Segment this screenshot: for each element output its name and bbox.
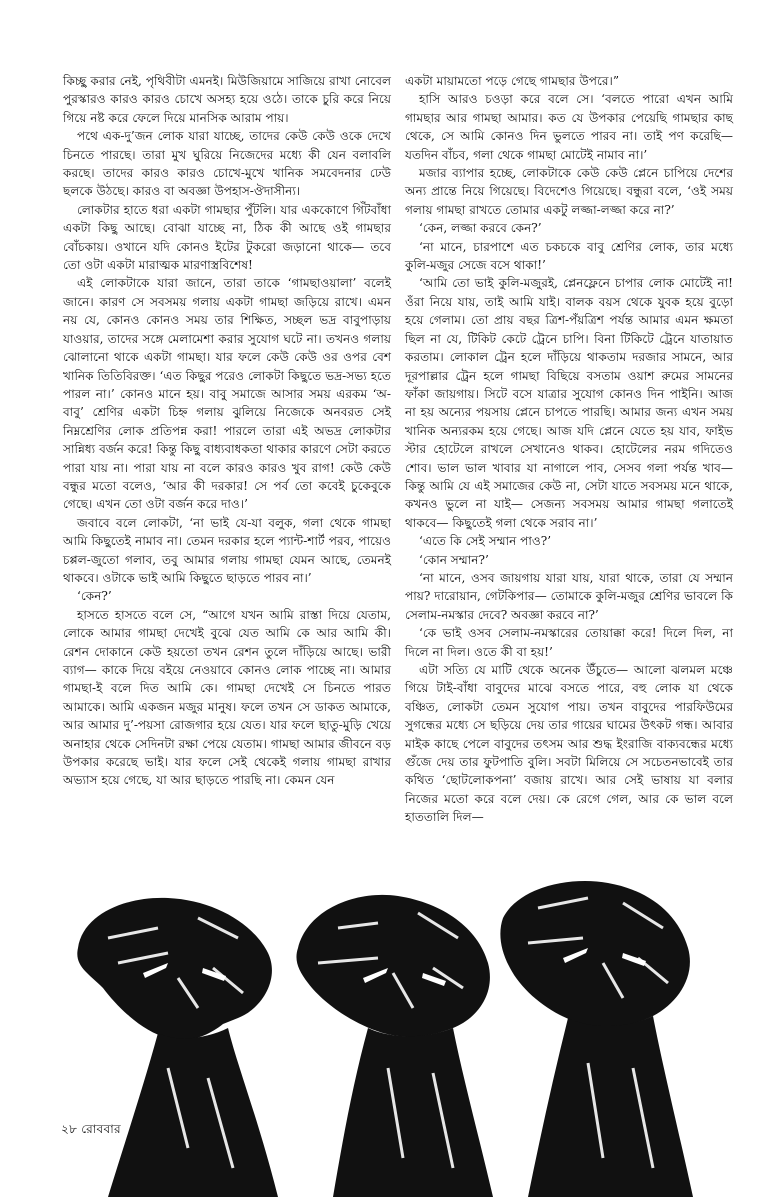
paragraph: এটা সত্যি যে মাটি থেকে অনেক উঁচুতে— আলো ঝলমল মঞ্চে গিয়ে টাই-বাঁধা বাবুদের মাঝে বসতে পারে, বহু লোক যা থেকে বঞ্চিত, লোকটা তেমন সুযোগ পায়। তখন বাবুদের পারফিউমের সুগন্ধের মধ্যে সে ছড়িয়ে দেয় তার গায়ের ঘামের উৎকট গন্ধ। আবার মাইক কাছে পেলে বাবুদের তৎসম আর শুদ্ধ ইংরাজি বাক্যবন্ধের মধ্যে গুঁজে দেয় তার ফুটপাতি বুলি। সবটা মিলিয়ে সে সচেতনভাবেই তার কথিত ‘ছোটলোকপনা’ বজায় রাখে। আর সেই ভাষায় যা বলার নিজের মতো করে বলে দেয়। কে রেগে গেল, আর কে ভাল বলে হাততালি দিল— <box>405 663 733 825</box>
article-right-column <box>405 72 733 827</box>
paragraph: মজার ব্যাপার হচ্ছে, লোকটাকে কেউ কেউ প্লেনে চাপিয়ে দেশের অন্য প্রান্তে নিয়ে গিয়েছে। বিদেশেও গিয়েছে। বন্ধুরা বলে, ‘ওই সময় গলায় গামছা রাখতে তোমার একটু লজ্জা-লজ্জা করে না?’ <box>405 166 733 217</box>
article-left-column <box>63 72 391 790</box>
paragraph: ‘কেন, লজ্জা করবে কেন?’ <box>419 221 542 236</box>
paragraph: এই লোকটাকে যারা জানে, তারা তাকে ‘গামছাওয়ালা’ বলেই জানে। কারণ সে সবসময় গলায় একটা গামছা জড়িয়ে রাখে। এমন নয় যে, কোনও কোনও সময় তার শিক্ষিত, সচ্ছল ভদ্র বাবুপাড়ায় যাওয়ার, তাদের সঙ্গে মেলামেশা করার সুযোগ ঘটে না। তখনও গলায় ঝোলানো থাকে একটা গামছা। যার ফলে কেউ কেউ ওর ওপর বেশ খানিক তিতিবিরক্ত। ‘এত কিছুর পরেও লোকটা কিছুতে ভদ্র-সভ্য হতে পারল না।’ কোনও মানে হয়। বাবু সমাজে আসার সময় এরকম ‘অ-বাবু’ শ্রেণির একটা চিহ্ন গলায় ঝুলিয়ে নিজেকে অনবরত সেই নিম্নশ্রেণির লোক প্রতিপন্ন করা! পারলে তারা এই অভদ্র লোকটার সান্নিধ্য বর্জন করে! কিন্তু কিছু বাধ্যবাধকতা থাকার কারণে সেটা করতে পারা যায় না। পারা যায় না বলে কারও কারও খুব রাগ! কেউ কেউ বন্ধুর মতো বলেও, ‘আর কী দরকার! সে পর্ব তো কবেই চুকেবুকে গেছে। এখন তো ওটা বর্জন করে দাও।’ <box>63 276 391 512</box>
paragraph: ‘আমি তো ভাই কুলি-মজুরই, প্লেনফ্লেনে চাপার লোক মোটেই না! ওঁরা নিয়ে যায়, তাই আমি যাই। বালক বয়স থেকে যুবক হয়ে বুড়ো হয়ে গেলাম। তো প্রায় বছর ত্রিশ-পঁয়ত্রিশ পর্যন্ত আমার এমন ক্ষমতা ছিল না যে, টিকিট কেটে ট্রেনে চাপি। বিনা টিকিটে ট্রেনে যাতায়াত করতাম। লোকাল ট্রেন হলে দাঁড়িয়ে থাকতাম দরজার সামনে, আর দূরপাল্লার ট্রেন হলে গামছা বিছিয়ে বসতাম ওয়াশ রুমের সামনের ফাঁকা জায়গায়। সিটে বসে যাত্রার সুযোগ কোনও দিন পাইনি। আজ না হয় অন্যের পয়সায় প্লেনে চাপতে পারছি। আমার জন্য এখন সময় খানিক অন্যরকম হয়ে গেছে। আজ যদি প্লেনে যেতে হয় যাব, ফাইভ স্টার হোটেলে রাখলে সেখানেও থাকব। হোটেলের নরম গদিতেও শোব। ভাল ভাল খাবার যা নাগালে পাব, সেসব গলা পর্যন্ত খাব— কিন্তু আমি যে এই সমাজের কেউ না, সেটা যাতে সবসময় মনে থাকে, কখনও ভুলে না যাই— সেজন্য সবসময় আমার গামছা গলাতেই থাকবে— কিছুতেই গলা থেকে সরাব না।’ <box>405 276 733 530</box>
paragraph: ‘কে ভাই ওসব সেলাম-নমস্কারের তোয়াক্কা করে! দিলে দিল, না দিলে না দিল। ওতে কী বা হয়!’ <box>405 626 733 659</box>
paragraph: ‘না মানে, চারপাশে এত চকচকে বাবু শ্রেণির লোক, তার মধ্যে কুলি-মজুর সেজে বসে থাকা!’ <box>405 239 733 273</box>
paragraph: পথে এক-দু’জন লোক যারা যাচ্ছে, তাদের কেউ কেউ ওকে দেখে চিনতে পারছে। তারা মুখ ঘুরিয়ে নিজেদের মধ্যে কী যেন বলাবলি করছে। তাদের কারও কারও চোখে-মুখে খানিক সমবেদনার ঢেউ ছলকে উঠছে। কারও বা অবজ্ঞা উপহাস-ঔদাসীন্য। <box>63 129 391 199</box>
paragraph: একটা মায়ামতো পড়ে গেছে গামছার উপরে।” <box>405 74 619 88</box>
paragraph: ‘না মানে, ওসব জায়গায় যারা যায়, যারা থাকে, তারা যে সম্মান পায়? দারোয়ান, গেটকিপার— তোমাকে কুলি-মজুর শ্রেণির ভাবলে কি সেলাম-নমস্কার দেবে? অবজ্ঞা করবে না?’ <box>405 570 733 622</box>
paragraph: ‘এতে কি সেই সম্মান পাও?’ <box>419 534 552 549</box>
paragraph: হাসি আরও চওড়া করে বলে সে। ‘বলতে পারো এখন আমি গামছার আর গামছা আমার। কত যে উপকার পেয়েছি গামছার কাছ থেকে, সে আমি কোনও দিন ভুলতে পারব না। তাই পণ করেছি— যতদিন বাঁচব, গলা থেকে গামছা মোটেই নামাব না।’ <box>405 92 733 162</box>
paragraph: ‘কোন সম্মান?’ <box>419 552 489 567</box>
paragraph: জবাবে বলে লোকটা, ‘না ভাই যে-যা বলুক, গলা থেকে গামছা আমি কিছুতেই নামাব না। তেমন দরকার হলে প্যান্ট-শার্ট পরব, পায়েও চপ্পল-জুতো গলাব, তবু আমার গলায় গামছা যেমন আছে, তেমনই থাকবে। ওটাকে ভাই আমি কিছুতে ছাড়তে পারব না।’ <box>63 515 391 585</box>
paragraph: লোকটার হাতে ধরা একটা গামছার পুঁটলি। যার এককোণে গিঁটবাঁধা একটা কিছু আছে। বোঝা যাচ্ছে না, ঠিক কী আছে ওই গামছার বোঁচকায়। ওখানে যদি কোনও ইটের টুকরো জড়ানো থাকে— তবে তো ওটা একটা মারাত্মক মারণাস্ত্রবিশেষ! <box>63 202 391 273</box>
page-footer: ২৮ রোববার <box>61 1122 121 1136</box>
paragraph: কিচ্ছু করার নেই, পৃথিবীটা এমনই। মিউজিয়ামে সাজিয়ে রাখা নোবেল পুরস্কারও কারও কারও চোখে অসহ্য হয়ে ওঠে। তাকে চুরি করে নিয়ে গিয়ে নষ্ট করে ফেলে দিয়ে মানসিক আরাম পায়। <box>63 74 391 125</box>
paragraph: হাসতে হাসতে বলে সে, “আগে যখন আমি রাস্তা দিয়ে যেতাম, লোকে আমার গামছা দেখেই বুঝে যেত আমি কে আর আমি কী। রেশন দোকানে কেউ হয়তো তখন রেশন তুলে দাঁড়িয়ে আছে। ভারী ব্যাগ— কাকে দিয়ে বইয়ে নেওয়াবে কোনও লোক পাচ্ছে না। আমার গামছা-ই বলে দিত আমি কে। গামছা দেখেই সে চিনতে পারত আমাকে। আমি একজন মজুর মানুষ। ফলে তখন সে ডাকত আমাকে, আর আমার দু’-পয়সা রোজগার হয়ে যেত। যার ফলে ছাতু-মুড়ি খেয়ে অনাহার থেকে সেদিনটা রক্ষা পেয়ে যেতাম। গামছা আমার জীবনে বড় উপকার করেছে ভাই। যার ফলে সেই থেকেই গলায় গামছা রাখার অভ্যাস হয়ে গেছে, যা আর ছাড়তে পারছি না। কেমন যেন <box>63 607 391 788</box>
paragraph: ‘কেন?’ <box>77 589 112 604</box>
three-faces-ink-illustration-icon <box>48 868 730 1197</box>
